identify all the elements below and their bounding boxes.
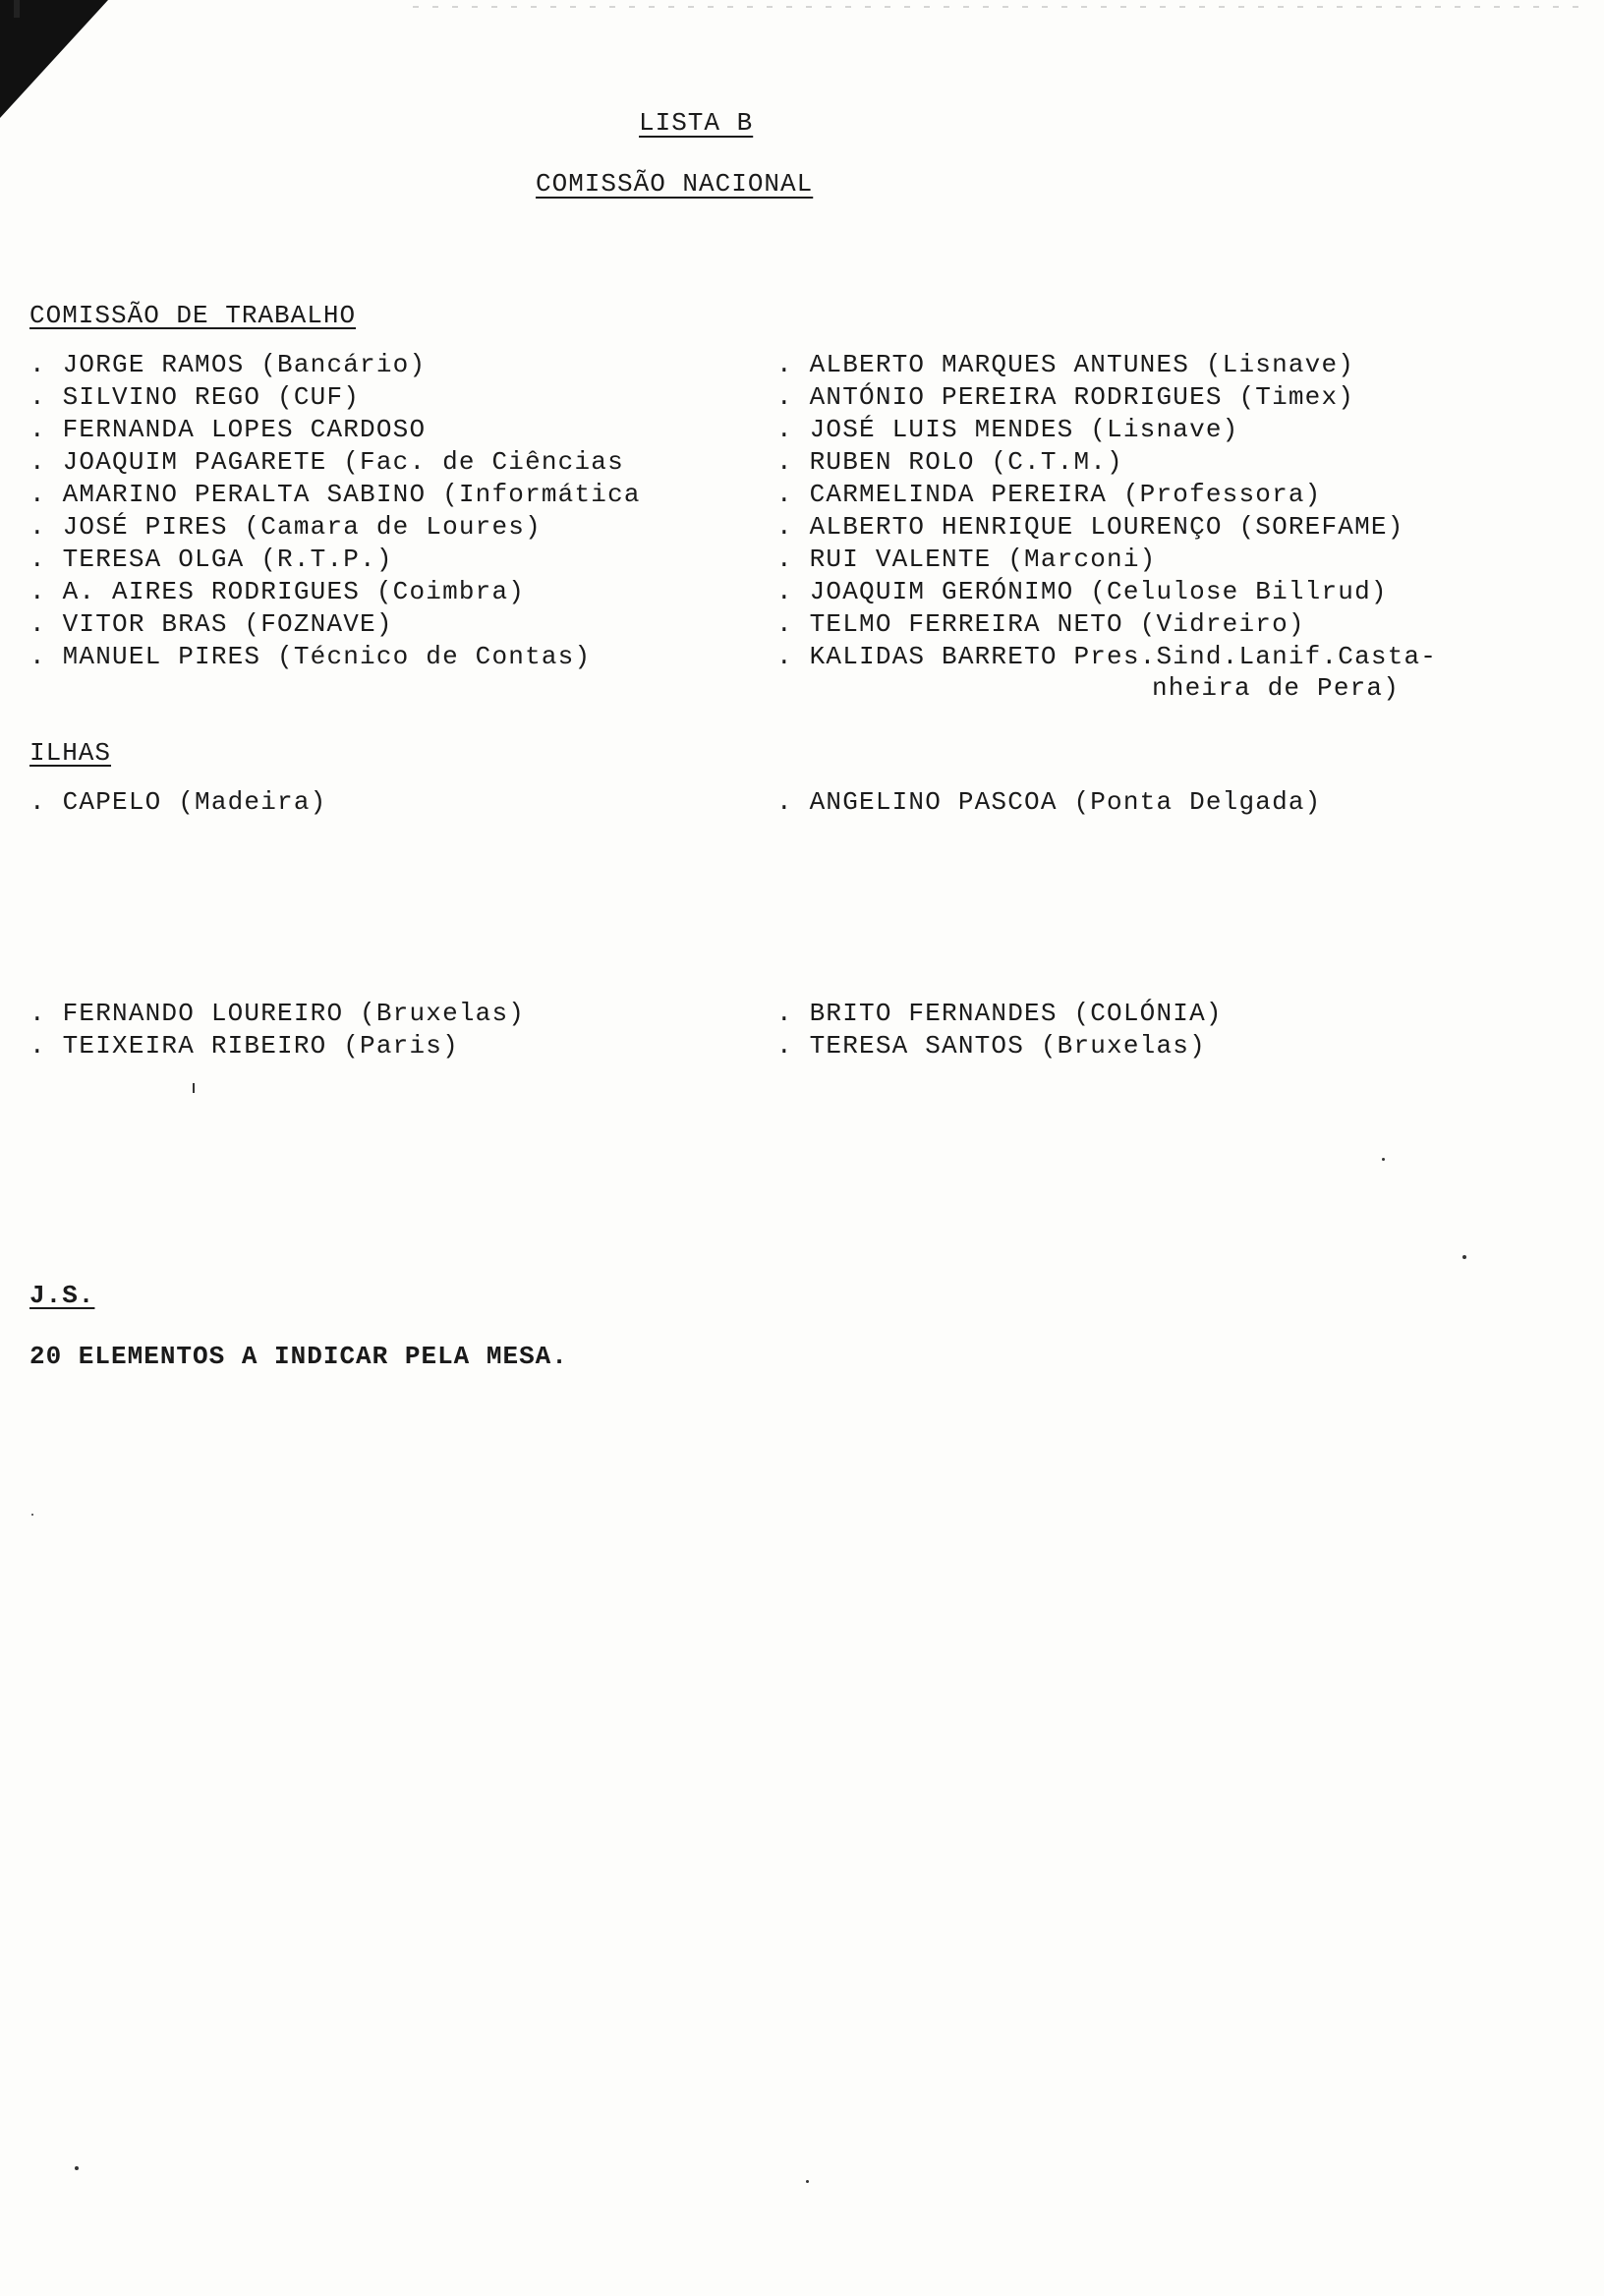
trabalho-left-list bbox=[29, 349, 641, 673]
list-item: . JOSÉ LUIS MENDES (Lisnave) bbox=[776, 414, 1437, 446]
trabalho-right-list bbox=[776, 349, 1437, 673]
section-heading-trabalho: COMISSÃO DE TRABALHO bbox=[29, 301, 357, 330]
corner-fold-mark bbox=[0, 0, 108, 118]
scan-speck bbox=[31, 1514, 33, 1516]
js-note: 20 ELEMENTOS A INDICAR PELA MESA. bbox=[29, 1342, 568, 1371]
scan-noise bbox=[413, 6, 1592, 8]
list-item: . CAPELO (Madeira) bbox=[29, 786, 326, 819]
list-item: . ALBERTO HENRIQUE LOURENÇO (SOREFAME) bbox=[776, 511, 1437, 544]
list-item: . A. AIRES RODRIGUES (Coimbra) bbox=[29, 576, 641, 608]
list-item: . JORGE RAMOS (Bancário) bbox=[29, 349, 641, 381]
list-item: . RUBEN ROLO (C.T.M.) bbox=[776, 446, 1437, 479]
estrangeiro-left-list bbox=[29, 998, 525, 1062]
scan-speck bbox=[75, 2166, 79, 2170]
scan-speck bbox=[1382, 1158, 1385, 1161]
page-subtitle: COMISSÃO NACIONAL bbox=[536, 169, 814, 199]
section-heading-ilhas: ILHAS bbox=[29, 738, 112, 768]
page-title: LISTA B bbox=[639, 108, 754, 138]
ilhas-right-list bbox=[776, 786, 1322, 819]
scan-speck bbox=[1462, 1255, 1466, 1259]
list-item: . ANTÓNIO PEREIRA RODRIGUES (Timex) bbox=[776, 381, 1437, 414]
list-item-continuation: nheira de Pera) bbox=[1152, 673, 1401, 703]
list-item: . ALBERTO MARQUES ANTUNES (Lisnave) bbox=[776, 349, 1437, 381]
list-item: . TEIXEIRA RIBEIRO (Paris) bbox=[29, 1030, 525, 1062]
list-item: . JOSÉ PIRES (Camara de Loures) bbox=[29, 511, 641, 544]
list-item: . VITOR BRAS (FOZNAVE) bbox=[29, 608, 641, 641]
list-item: . TELMO FERREIRA NETO (Vidreiro) bbox=[776, 608, 1437, 641]
list-item: . AMARINO PERALTA SABINO (Informática bbox=[29, 479, 641, 511]
list-item: . TERESA OLGA (R.T.P.) bbox=[29, 544, 641, 576]
list-item: . MANUEL PIRES (Técnico de Contas) bbox=[29, 641, 641, 673]
list-item: . BRITO FERNANDES (COLÓNIA) bbox=[776, 998, 1223, 1030]
estrangeiro-right-list bbox=[776, 998, 1223, 1062]
list-item: . JOAQUIM PAGARETE (Fac. de Ciências bbox=[29, 446, 641, 479]
list-item: . JOAQUIM GERÓNIMO (Celulose Billrud) bbox=[776, 576, 1437, 608]
list-item: . ANGELINO PASCOA (Ponta Delgada) bbox=[776, 786, 1322, 819]
list-item: . FERNANDA LOPES CARDOSO bbox=[29, 414, 641, 446]
list-item: . KALIDAS BARRETO Pres.Sind.Lanif.Casta- bbox=[776, 641, 1437, 673]
list-item: . SILVINO REGO (CUF) bbox=[29, 381, 641, 414]
scan-speck bbox=[193, 1083, 195, 1093]
section-heading-js: J.S. bbox=[29, 1281, 95, 1310]
list-item: . CARMELINDA PEREIRA (Professora) bbox=[776, 479, 1437, 511]
list-item: . TERESA SANTOS (Bruxelas) bbox=[776, 1030, 1223, 1062]
corner-staple-mark bbox=[14, 0, 20, 18]
list-item: . FERNANDO LOUREIRO (Bruxelas) bbox=[29, 998, 525, 1030]
list-item: . RUI VALENTE (Marconi) bbox=[776, 544, 1437, 576]
scan-speck bbox=[806, 2180, 809, 2183]
ilhas-left-list bbox=[29, 786, 326, 819]
